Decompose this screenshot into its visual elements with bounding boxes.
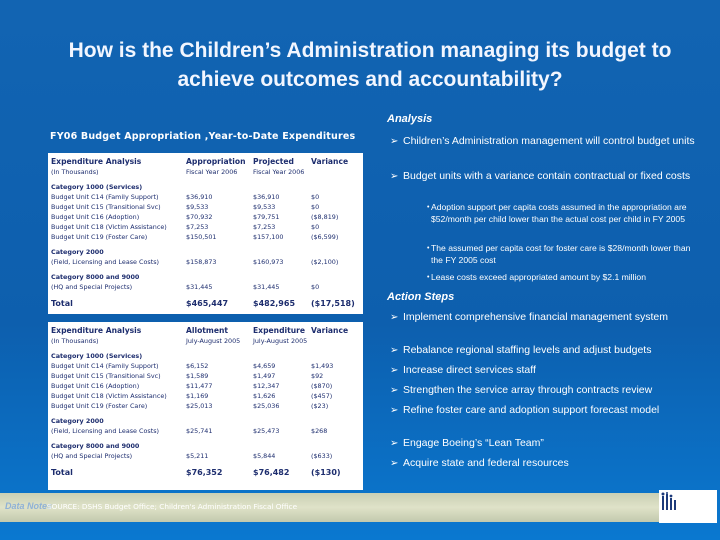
cell: Budget Unit C18 (Victim Assistance) xyxy=(51,223,167,231)
cell: $268 xyxy=(311,427,328,435)
category-label: Category 1000 (Services) xyxy=(51,351,143,360)
table-row xyxy=(51,381,360,391)
cell: $1,626 xyxy=(253,392,276,400)
cell: Budget Unit C19 (Foster Care) xyxy=(51,233,148,241)
total-row xyxy=(51,296,360,310)
arrow-bullet-icon: ➢ xyxy=(390,438,399,449)
table-row xyxy=(51,257,360,267)
cell: Projected xyxy=(253,157,294,166)
cell: $1,497 xyxy=(253,372,276,380)
cell: Variance xyxy=(311,157,349,166)
category-row xyxy=(51,350,360,361)
category-row xyxy=(51,181,360,192)
cell: Budget Unit C14 (Family Support) xyxy=(51,193,159,201)
cell: Allotment xyxy=(186,326,229,335)
cell: $25,473 xyxy=(253,427,280,435)
cell: (In Thousands) xyxy=(51,168,99,176)
cell: $5,844 xyxy=(253,452,276,460)
analysis-section xyxy=(387,113,712,282)
cell: Budget Unit C19 (Foster Care) xyxy=(51,402,148,410)
cell: ($870) xyxy=(311,382,333,390)
cell: Expenditure Analysis xyxy=(51,326,142,335)
cell: July-August 2005 xyxy=(186,337,241,345)
cell: Expenditure Analysis xyxy=(51,157,142,166)
category-label: Category 8000 and 9000 xyxy=(51,272,140,281)
cell: $31,445 xyxy=(253,283,280,291)
arrow-bullet-icon: ➢ xyxy=(390,345,399,356)
cell: $92 xyxy=(311,372,324,380)
cell: $6,152 xyxy=(186,362,209,370)
cell: Fiscal Year 2006 xyxy=(253,168,305,176)
cell: $25,741 xyxy=(186,427,213,435)
action-step: ➢ Increase direct services staff xyxy=(390,364,536,376)
cell: $0 xyxy=(311,223,320,231)
header-row xyxy=(51,156,360,167)
category-label: Category 2000 xyxy=(51,416,104,425)
category-row xyxy=(51,271,360,282)
cell: $0 xyxy=(311,193,320,201)
cell: $25,013 xyxy=(186,402,213,410)
action-step: ➢ Rebalance regional staffing levels and adjust budgets xyxy=(390,344,652,356)
analysis-subbullet: • The assumed per capita cost for foster care is $28/month lower than the FY 2005 cost xyxy=(427,243,691,265)
table-row xyxy=(51,371,360,381)
cell: Budget Unit C16 (Adoption) xyxy=(51,213,140,221)
table-row xyxy=(51,391,360,401)
cell xyxy=(311,336,360,346)
cell: $157,100 xyxy=(253,233,284,241)
header-row xyxy=(51,325,360,336)
cell: Budget Unit C18 (Victim Assistance) xyxy=(51,392,167,400)
action-step: ➢ Refine foster care and adoption support forecast model xyxy=(390,404,660,416)
cell: $25,036 xyxy=(253,402,280,410)
cell: ($2,100) xyxy=(311,258,339,266)
cell: $12,347 xyxy=(253,382,280,390)
action-steps-section xyxy=(387,291,712,469)
cell: $70,932 xyxy=(186,213,213,221)
dshs-logo xyxy=(659,490,717,523)
total-row xyxy=(51,465,360,479)
table-row xyxy=(51,282,360,292)
cell: Budget Unit C16 (Adoption) xyxy=(51,382,140,390)
cell: $79,751 xyxy=(253,213,280,221)
family-figures-icon xyxy=(661,492,677,512)
table-row xyxy=(51,361,360,371)
analysis-bullet: ➢ Children’s Administration management will control budget units xyxy=(390,135,695,147)
table-row xyxy=(51,426,360,436)
cell: Fiscal Year 2006 xyxy=(186,168,238,176)
analysis-subbullet: • Lease costs exceed appropriated amount by $2.1 million xyxy=(427,272,646,282)
cell: ($130) xyxy=(311,467,341,477)
cell: $1,169 xyxy=(186,392,209,400)
source-note: SOURCE: DSHS Budget Office; Children's Administration Fiscal Office xyxy=(47,502,298,511)
cell: $0 xyxy=(311,283,320,291)
cell: $36,910 xyxy=(186,193,213,201)
cell: Variance xyxy=(311,326,349,335)
dot-bullet-icon: • xyxy=(427,245,430,252)
cell: ($17,518) xyxy=(311,298,355,308)
arrow-bullet-icon: ➢ xyxy=(390,136,399,147)
cell: ($6,599) xyxy=(311,233,339,241)
action-step: ➢ Acquire state and federal resources xyxy=(390,457,569,469)
cell xyxy=(311,167,360,177)
cell: ($633) xyxy=(311,452,333,460)
analysis-bullet: ➢ Budget units with a variance contain contractual or fixed costs xyxy=(390,170,691,182)
arrow-bullet-icon: ➢ xyxy=(390,458,399,469)
cell: Expenditure xyxy=(253,326,306,335)
arrow-bullet-icon: ➢ xyxy=(390,405,399,416)
cell: $158,873 xyxy=(186,258,217,266)
cell: $76,352 xyxy=(186,467,223,477)
cell: Total xyxy=(51,298,73,308)
cell: $465,447 xyxy=(186,298,229,308)
allotment-table xyxy=(48,322,363,490)
cell: July-August 2005 xyxy=(253,337,308,345)
slide-title: How is the Children’s Administration managing its budget to achieve outcomes and accountability? xyxy=(68,39,672,91)
table-row xyxy=(51,212,360,222)
arrow-bullet-icon: ➢ xyxy=(390,171,399,182)
table-row xyxy=(51,401,360,411)
cell: $0 xyxy=(311,203,320,211)
cell: $36,910 xyxy=(253,193,280,201)
cell: Total xyxy=(51,467,73,477)
cell: (Field, Licensing and Lease Costs) xyxy=(51,427,160,435)
cell: ($457) xyxy=(311,392,333,400)
cell: (HQ and Special Projects) xyxy=(51,283,133,291)
table-row xyxy=(51,192,360,202)
cell: Appropriation xyxy=(186,157,246,166)
cell: $7,253 xyxy=(253,223,276,231)
cell: $150,501 xyxy=(186,233,217,241)
cell: $5,211 xyxy=(186,452,209,460)
cell: (Field, Licensing and Lease Costs) xyxy=(51,258,160,266)
table-row xyxy=(51,451,360,461)
category-row xyxy=(51,415,360,426)
cell: ($23) xyxy=(311,402,329,410)
subheader-row xyxy=(51,336,360,346)
dot-bullet-icon: • xyxy=(427,274,430,281)
action-step: ➢ Strengthen the service array through contracts review xyxy=(390,384,653,396)
cell: $1,589 xyxy=(186,372,209,380)
action-step: ➢ Implement comprehensive financial management system xyxy=(390,311,668,323)
arrow-bullet-icon: ➢ xyxy=(390,385,399,396)
cell: $7,253 xyxy=(186,223,209,231)
action-steps-heading: Action Steps xyxy=(387,291,455,303)
table-row xyxy=(51,232,360,242)
cell: Budget Unit C14 (Family Support) xyxy=(51,362,159,370)
cell: $9,533 xyxy=(186,203,209,211)
analysis-heading: Analysis xyxy=(387,113,433,125)
cell: $4,659 xyxy=(253,362,276,370)
category-row xyxy=(51,440,360,451)
footer-bar xyxy=(0,493,662,522)
cell: $76,482 xyxy=(253,467,290,477)
dot-bullet-icon: • xyxy=(427,204,430,211)
arrow-bullet-icon: ➢ xyxy=(390,312,399,323)
category-label: Category 1000 (Services) xyxy=(51,182,143,191)
cell: $9,533 xyxy=(253,203,276,211)
table-row xyxy=(51,222,360,232)
category-row xyxy=(51,246,360,257)
cell: $31,445 xyxy=(186,283,213,291)
table1-heading: FY06 Budget Appropriation ,Year-to-Date Expenditures xyxy=(50,131,356,142)
cell: (In Thousands) xyxy=(51,337,99,345)
cell: $11,477 xyxy=(186,382,213,390)
subheader-row xyxy=(51,167,360,177)
cell: $482,965 xyxy=(253,298,296,308)
cell: Budget Unit C15 (Transitional Svc) xyxy=(51,372,161,380)
cell: $1,493 xyxy=(311,362,334,370)
cell: (HQ and Special Projects) xyxy=(51,452,133,460)
action-step: ➢ Engage Boeing’s “Lean Team” xyxy=(390,437,544,449)
analysis-subbullet: • Adoption support per capita costs assumed in the appropriation are $52/month per child lower than the actual cost per child in FY 2005 xyxy=(427,202,687,224)
category-label: Category 2000 xyxy=(51,247,104,256)
category-label: Category 8000 and 9000 xyxy=(51,441,140,450)
cell: Budget Unit C15 (Transitional Svc) xyxy=(51,203,161,211)
cell: ($8,819) xyxy=(311,213,339,221)
cell: $160,973 xyxy=(253,258,284,266)
data-notes-label: Data Notes xyxy=(5,501,53,511)
arrow-bullet-icon: ➢ xyxy=(390,365,399,376)
appropriation-table xyxy=(48,153,363,314)
table-row xyxy=(51,202,360,212)
